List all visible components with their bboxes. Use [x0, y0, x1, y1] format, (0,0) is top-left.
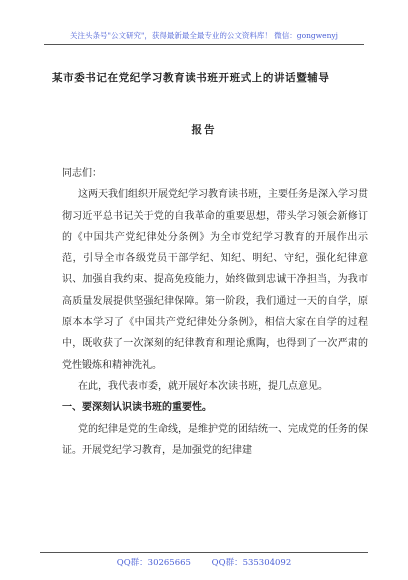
salutation: 同志们： — [62, 168, 102, 179]
footer-note: QQ群：30265665 QQ群：535304092 — [116, 558, 292, 568]
body-paragraph: 党的纪律是党的生命线，是维护党的团结统一、完成党的任务的保证。开展党纪学习教育，是加强党的纪律建 — [62, 423, 368, 456]
body-paragraph: 在此，我代表市委，就开展好本次读书班，提几点意见。 — [78, 380, 328, 392]
header-divider — [44, 44, 364, 45]
document-body — [62, 163, 368, 461]
document-title: 某市委书记在党纪学习教育读书班开班式上的讲话暨辅导 — [52, 72, 330, 84]
body-paragraph: 这两天我们组织开展党纪学习教育读书班，主要任务是深入学习贯彻习近平总书记关于党的自我革命的重要思想，带头学习领会新修订的《中国共产党纪律处分条例》为全市党纪学习教育的开展作出示范，引导全市各级党员干部学纪、知纪、明纪、守纪，强化纪律意识、加强自我约束、提高免疫能力，始终做到忠诚干净担当，为我市高质量发展提供坚强纪律保障。第一阶段，我们通过一天的自学，原原本本学习了《中国共产党纪律处分条例》，相信大家在自学的过程中，既收获了一次深刻的纪律教育和理论熏陶，也得到了一次严肃的党性锻炼和精神洗礼。 — [62, 189, 368, 371]
header-note: 关注头条号"公文研究"，获得最新最全最专业的公文资料库！ 微信：gongwenyj — [70, 31, 338, 40]
footer-divider — [40, 552, 368, 553]
section-heading: 一、要深刻认识读书班的重要性。 — [62, 402, 212, 414]
document-title-continued: 报告 — [191, 124, 217, 136]
